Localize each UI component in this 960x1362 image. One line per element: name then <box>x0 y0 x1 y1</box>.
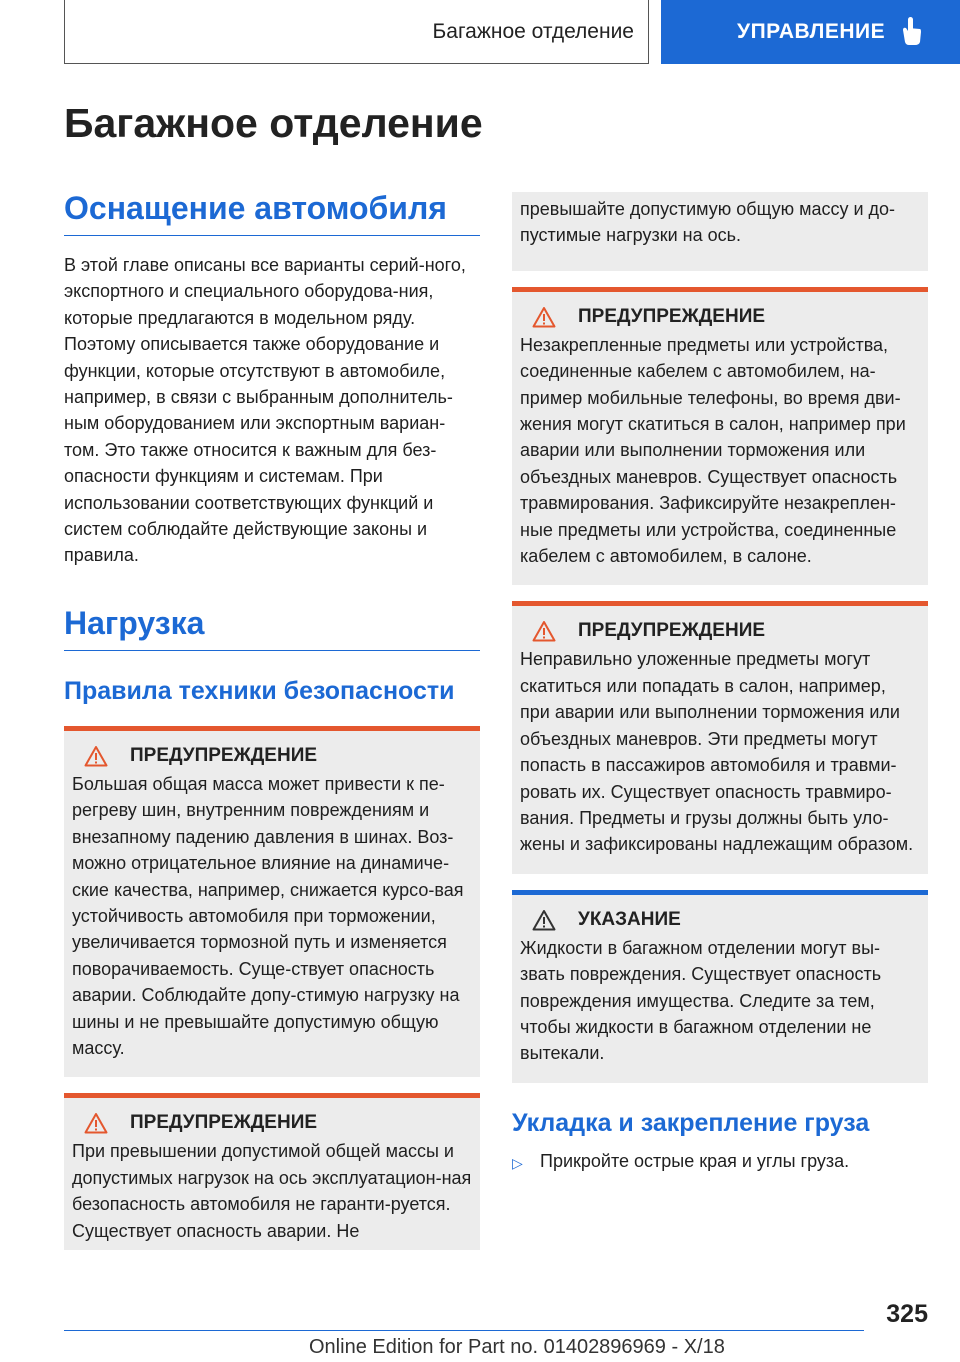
warning-label: ПРЕДУПРЕЖДЕНИЕ <box>130 1112 318 1134</box>
continued-text: превышайте допустимую общую массу и до-пустимые нагрузки на ось. <box>520 199 896 246</box>
warning-label: ПРЕДУПРЕЖДЕНИЕ <box>130 744 318 766</box>
warning-box-2-continued <box>512 192 928 271</box>
warning-triangle-icon <box>84 1112 108 1134</box>
warning-triangle-icon <box>532 620 556 642</box>
warning-label: ПРЕДУПРЕЖДЕНИЕ <box>578 620 766 642</box>
right-column <box>512 192 928 1176</box>
footer-divider <box>64 1330 864 1331</box>
hand-pointer-icon <box>900 16 922 46</box>
header-section-tab <box>64 0 649 64</box>
warning-text: Большая общая масса может привести к пе-регреву шин, внутренним повреждениям и внезапному падению давления в шинах. Воз-можно отрицательное влияние на динамиче-ские качества, например, снижается курсо-вая устойчивость автомобиля при торможении, увеличивается тормозной путь и изменяется поворачиваемость. Суще-ствует опасность аварии. Соблюдайте допу-стимую нагрузку на шины и не превышайте допустимую общую массу. <box>72 773 464 1058</box>
triangle-bullet-icon: ▷ <box>512 1154 523 1171</box>
edition-text: Online Edition for Part no. 01402896969 - X/18 <box>309 1336 725 1358</box>
page-number: 325 <box>886 1300 928 1328</box>
warning-label: ПРЕДУПРЕЖДЕНИЕ <box>578 305 766 327</box>
warning-box-1 <box>64 726 480 1077</box>
safety-heading: Правила техники безопасности <box>64 676 455 705</box>
notice-label: УКАЗАНИЕ <box>578 908 681 930</box>
warning-box-2 <box>64 1093 480 1250</box>
notice-text: Жидкости в багажном отделении могут вы-звать повреждения. Существует опасность повреждения имущества. Следите за тем, чтобы жидкости в багажном отделении не вытекали. <box>520 937 882 1064</box>
bullet-text: Прикройте острые края и углы груза. <box>540 1150 850 1171</box>
load-heading: Нагрузка <box>64 605 480 651</box>
equipment-text: В этой главе описаны все варианты серий-ного, экспортного и специального оборудова-ния, которые предлагаются в модельном ряду. Поэтому описывается также оборудование и функции, которые отсутствуют в автомобиле, например, в связи с выбранным дополнитель-ным оборудованием или экспортным вариан-том. Это также относится к важным для без-опасности функциям и системам. При использовании соответствующих функций и систем соблюдайте действующие законы и правила. <box>64 255 466 566</box>
left-column <box>64 190 480 1250</box>
warning-text: Незакрепленные предметы или устройства, соединенные кабелем с автомобилем, на-пример мобильные телефоны, во время дви-жения могут скатиться в салон, например при аварии или выполнении торможения или объездных маневров. Существует опасность травмирования. Зафиксируйте незакреплен-ные предметы или устройства, соединенные кабелем с автомобилем, в салоне. <box>520 334 906 567</box>
warning-box-3 <box>512 287 928 586</box>
warning-text: Неправильно уложенные предметы могут скатиться или попадать в салон, например, при аварии или выполнении торможения или объездных маневров. Эти предметы могут попасть в пассажиров автомобиля и травми-ровать их. Существует опасность травмиро-вания. Предметы и грузы должны быть уло-жены и зафиксированы надлежащим образом. <box>520 649 914 855</box>
warning-triangle-icon <box>532 306 556 328</box>
list-item <box>512 1148 928 1176</box>
page-title: Багажное отделение <box>64 100 483 146</box>
notice-box <box>512 890 928 1083</box>
equipment-heading: Оснащение автомобиля <box>64 190 480 236</box>
warning-triangle-icon <box>84 745 108 767</box>
header-chapter-title: УПРАВЛЕНИЕ <box>737 20 886 43</box>
header-section-title: Багажное отделение <box>432 19 634 43</box>
notice-triangle-icon <box>532 909 556 931</box>
warning-text: При превышении допустимой общей массы и допустимых нагрузок на ось эксплуатацион-ная безопасность автомобиля не гаранти-руется. Существует опасность аварии. Не <box>72 1141 472 1241</box>
warning-box-4 <box>512 601 928 873</box>
header-chapter-tab <box>661 0 960 64</box>
stowing-heading: Укладка и закрепление груза <box>512 1108 870 1137</box>
